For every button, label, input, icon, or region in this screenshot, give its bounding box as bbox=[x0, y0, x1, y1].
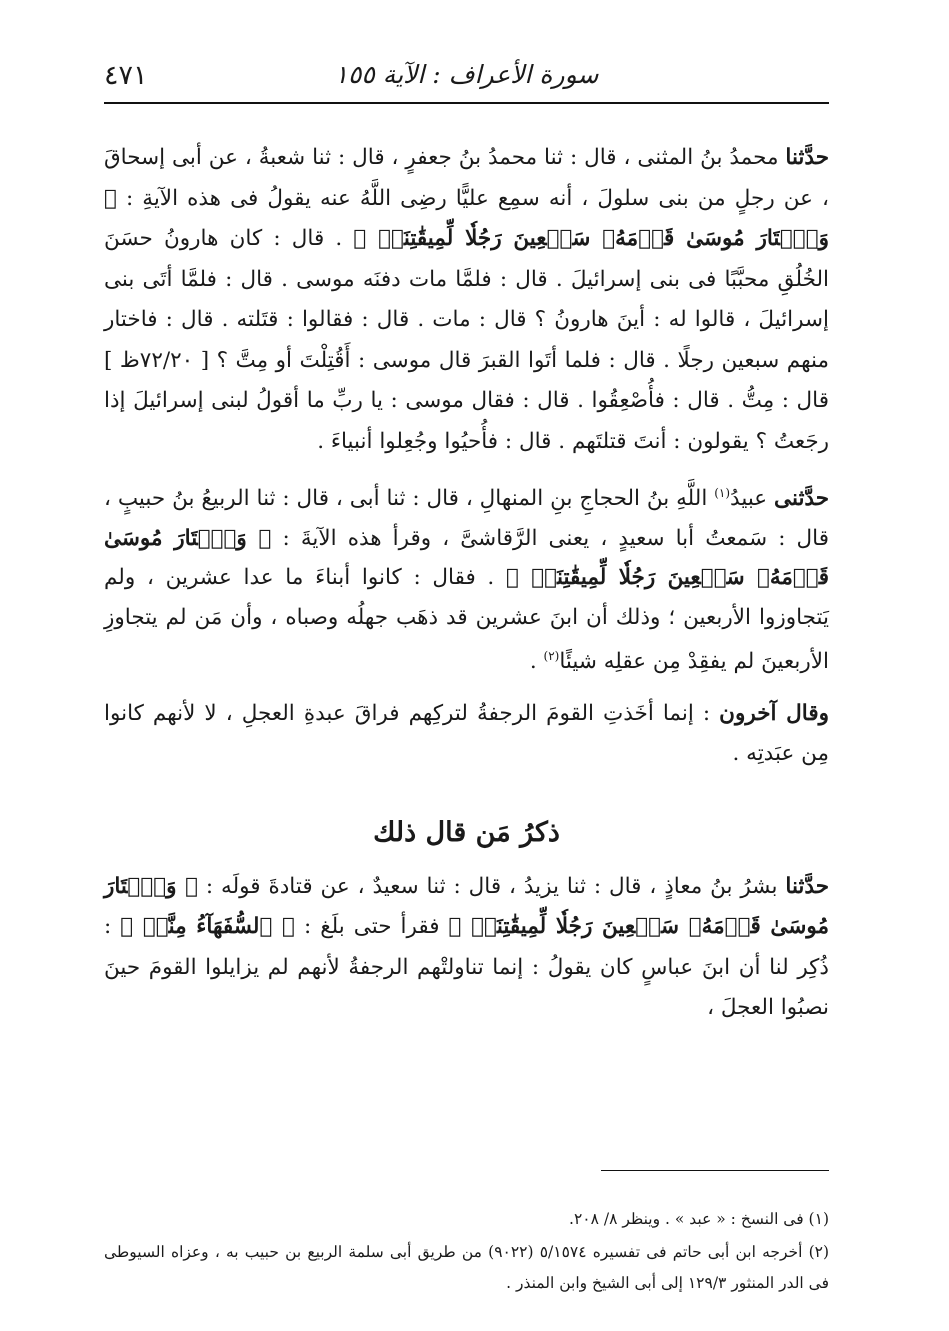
footnotes bbox=[104, 1204, 829, 1299]
paragraph-2 bbox=[104, 474, 829, 682]
footnote-rule bbox=[601, 1170, 829, 1171]
paragraph-text: محمدُ بنُ المثنى ، قال : ثنا محمدُ بنُ جعفرٍ ، قال : ثنا شعبةُ ، عن أبى إسحاقَ ، عن رجلٍ من بنى سلولَ ، أنه سمِع عليًّا رضِى اللَّهُ عنه يقولُ فى هذه الآيةِ : bbox=[104, 145, 829, 211]
paragraph-text: . فقال : كانوا أبناءَ ما عدا عشرين ، ولم يَتجاوزوا الأربعين ؛ وذلك أن ابنَ عشرين قد ذهَب جهلُه وصباه ، وأن مَن لم يتجاوزِ الأربعينَ لم يفقِدْ مِن عقلِه شيئًا bbox=[104, 565, 829, 675]
footnote-ref-2: (٢) bbox=[543, 649, 560, 664]
quran-quote: ﴿ وَٱخۡتَارَ مُوسَىٰ قَوۡمَهُۥ سَبۡعِينَ رَجُلٗا لِّمِيقَٰتِنَاۖ ﴾ bbox=[104, 185, 829, 251]
paragraph-lead: وقال آخرون bbox=[719, 700, 829, 726]
footnote-1: (١) فى النسخ : « عبد » . وينظر ٨/ ٢٠٨. bbox=[569, 1210, 829, 1228]
paragraph-text: . قال : كان هارونُ حسَنَ الخُلُقِ محبَّبًا فى بنى إسرائيلَ . قال : فلمَّا مات دفنَه موسى . قال : فلمَّا أتَى بنى إسرائيلَ ، قالوا له : أينَ هارونُ ؟ قال : مات . قال : فقالوا : قتَلته . قال : فاختار منهم سبعين رجلًا . قال : فلما أتَوا القبرَ قال موسى : أَقُتِلْتَ أو مِتَّ ؟ [ ٧٢/٢٠ظ ] قال : مِتُّ . قال : فأُصْعِقُوا . قال : فقال موسى : يا ربِّ ما أقولُ لبنى إسرائيلَ إذا رجَعتُ ؟ يقولون : أنتَ قتلتَهم . قال : فأُحيُوا وجُعِلوا أنبياءَ . bbox=[104, 226, 829, 454]
paragraph-text: عبيدُ bbox=[730, 486, 775, 512]
paragraph-text: : ذُكِر لنا أن ابنَ عباسٍ كان يقولُ : إنما تناولتْهم الرجفةُ لأنهم لم يزايلوا القومَ حينَ نصبُوا العجلَ ، bbox=[104, 914, 829, 1021]
paragraph-4 bbox=[104, 867, 829, 1029]
main-text bbox=[104, 138, 829, 1029]
paragraph-text: فقرأ حتى بلَغ : bbox=[294, 914, 449, 940]
paragraph-lead: حدَّثنى bbox=[774, 486, 829, 512]
paragraph-text: : إنما أخَذتِ القومَ الرجفةُ لتركِهم فراقَ عبدةِ العجلِ ، لا لأنهم كانوا مِن عبَدتِه . bbox=[104, 700, 829, 767]
paragraph-lead: حدَّثنا bbox=[785, 873, 829, 899]
paragraph-1 bbox=[104, 138, 829, 462]
quran-quote: ﴿ ٱلسُّفَهَآءُ مِنَّآۖ ﴾ bbox=[120, 914, 295, 940]
page-header bbox=[104, 58, 829, 102]
footnote-ref-1: (١) bbox=[714, 486, 731, 500]
footnote-2: (٢) أخرجه ابن أبى حاتم فى تفسيره ٥/١٥٧٤ (٩٠٢٢) من طريق أبى سلمة الربيع بن حبيب به ، وعزاه السيوطى فى الدر المنثور ١٢٩/٣ إلى أبى الشيخ وابن المنذر . bbox=[104, 1243, 830, 1292]
quran-quote: ﴿ وَٱخۡتَارَ مُوسَىٰ قَوۡمَهُۥ سَبۡعِينَ رَجُلٗا لِّمِيقَٰتِنَاۖ ﴾ bbox=[104, 525, 829, 591]
paragraph-lead: حدَّثنا bbox=[785, 145, 829, 170]
paragraph-3 bbox=[104, 694, 829, 775]
paragraph-text: بشرُ بنُ معاذٍ ، قال : ثنا يزيدُ ، قال : ثنا سعيدٌ ، عن قتادةَ قولَه : bbox=[197, 873, 786, 899]
section-heading: ذكرُ مَن قال ذلك bbox=[373, 816, 560, 848]
paragraph-text: . bbox=[529, 649, 544, 675]
quran-quote: ﴿ وَٱخۡتَارَ مُوسَىٰ قَوۡمَهُۥ سَبۡعِينَ رَجُلٗا لِّمِيقَٰتِنَاۖ ﴾ bbox=[104, 873, 829, 940]
page-number: ٤٧١ bbox=[104, 60, 148, 91]
header-rule bbox=[104, 102, 829, 104]
paragraph-text: اللَّهِ بنُ الحجاجِ بنِ المنهالِ ، قال : ثنا أبى ، قال : ثنا الربيعُ بنُ حبيبٍ ، قال : سَمعتُ أبا سعيدٍ ، يعنى الرَّقاشىَّ ، وقرأ هذه الآيةَ : bbox=[104, 486, 829, 551]
running-title: سورة الأعراف : الآية ١٥٥ bbox=[334, 60, 599, 89]
